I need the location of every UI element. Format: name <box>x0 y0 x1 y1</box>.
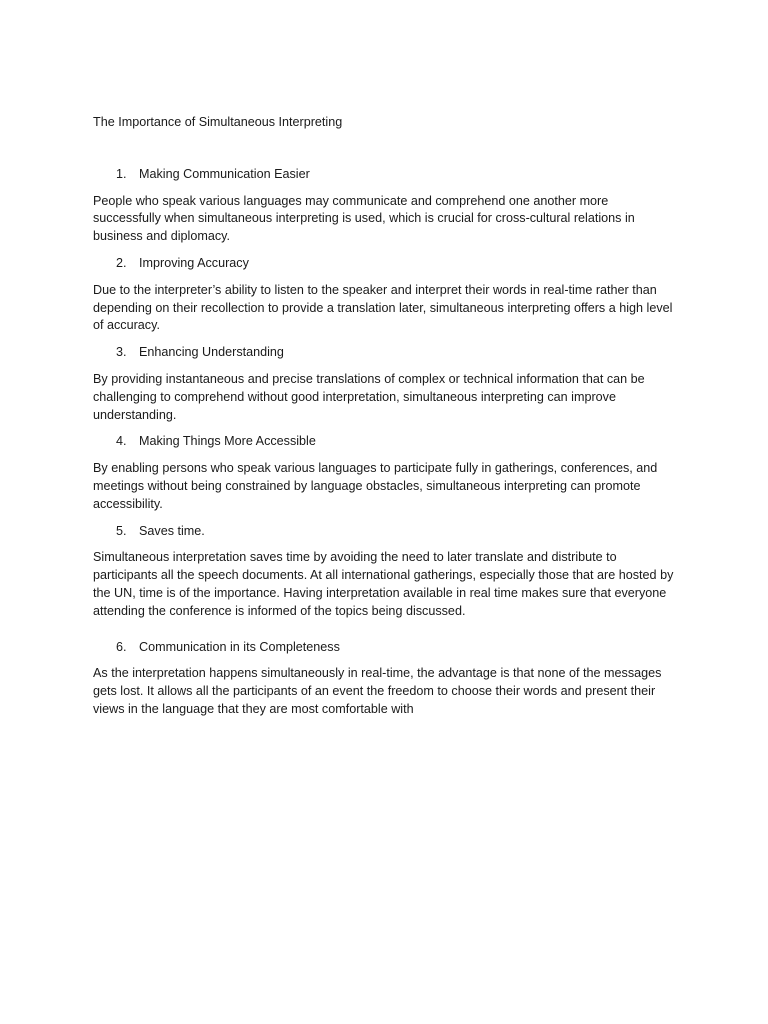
section-4 <box>93 433 679 513</box>
section-number: 6. <box>116 639 127 654</box>
section-3 <box>93 344 679 424</box>
section-body: By enabling persons who speak various languages to participate fully in gatherings, conferences, and meetings without being constrained by language obstacles, simultaneous interpreting can promote accessibility. <box>93 461 658 511</box>
section-heading <box>93 255 679 273</box>
section-heading <box>93 433 679 451</box>
section-body: As the interpretation happens simultaneously in real-time, the advantage is that none of the messages gets lost. It allows all the participants of an event the freedom to choose their words and present their views in the language that they are most comfortable with <box>93 666 662 716</box>
section-heading <box>93 523 679 541</box>
section-heading <box>93 639 679 657</box>
section-heading-text: Improving Accuracy <box>139 255 249 270</box>
section-number: 3. <box>116 345 127 360</box>
section-body: Simultaneous interpretation saves time by avoiding the need to later translate and distribute to participants all the speech documents. At all international gatherings, especially those that are hosted by the UN, time is of the importance. Having interpretation available in real time makes sure that everyone attending the conference is informed of the topics being discussed. <box>93 550 674 618</box>
section-heading <box>93 344 679 362</box>
section-heading <box>93 166 679 184</box>
document-title: The Importance of Simultaneous Interpreting <box>93 115 343 129</box>
section-number: 1. <box>116 166 127 181</box>
section-5 <box>93 523 679 621</box>
section-6 <box>93 639 679 719</box>
section-body: Due to the interpreter’s ability to listen to the speaker and interpret their words in real-time rather than depending on their recollection to provide a translation later, simultaneous interpreting offers a high level of accuracy. <box>93 282 673 333</box>
section-heading-text: Enhancing Understanding <box>139 345 284 360</box>
section-heading-text: Communication in its Completeness <box>139 639 340 654</box>
section-number: 5. <box>116 523 127 538</box>
section-body: By providing instantaneous and precise translations of complex or technical information that can be challenging to comprehend without good interpretation, simultaneous interpreting can improve understanding. <box>93 371 645 422</box>
section-number: 4. <box>116 434 127 449</box>
section-heading-text: Saves time. <box>139 523 205 538</box>
section-2 <box>93 255 679 335</box>
section-number: 2. <box>116 255 127 270</box>
section-body: People who speak various languages may communicate and comprehend one another more successfully when simultaneous interpreting is used, which is crucial for cross-cultural relations in business and diplomacy. <box>93 193 635 244</box>
section-1 <box>93 166 679 246</box>
document-content <box>93 114 679 728</box>
section-heading-text: Making Things More Accessible <box>139 434 316 449</box>
section-heading-text: Making Communication Easier <box>139 166 310 181</box>
